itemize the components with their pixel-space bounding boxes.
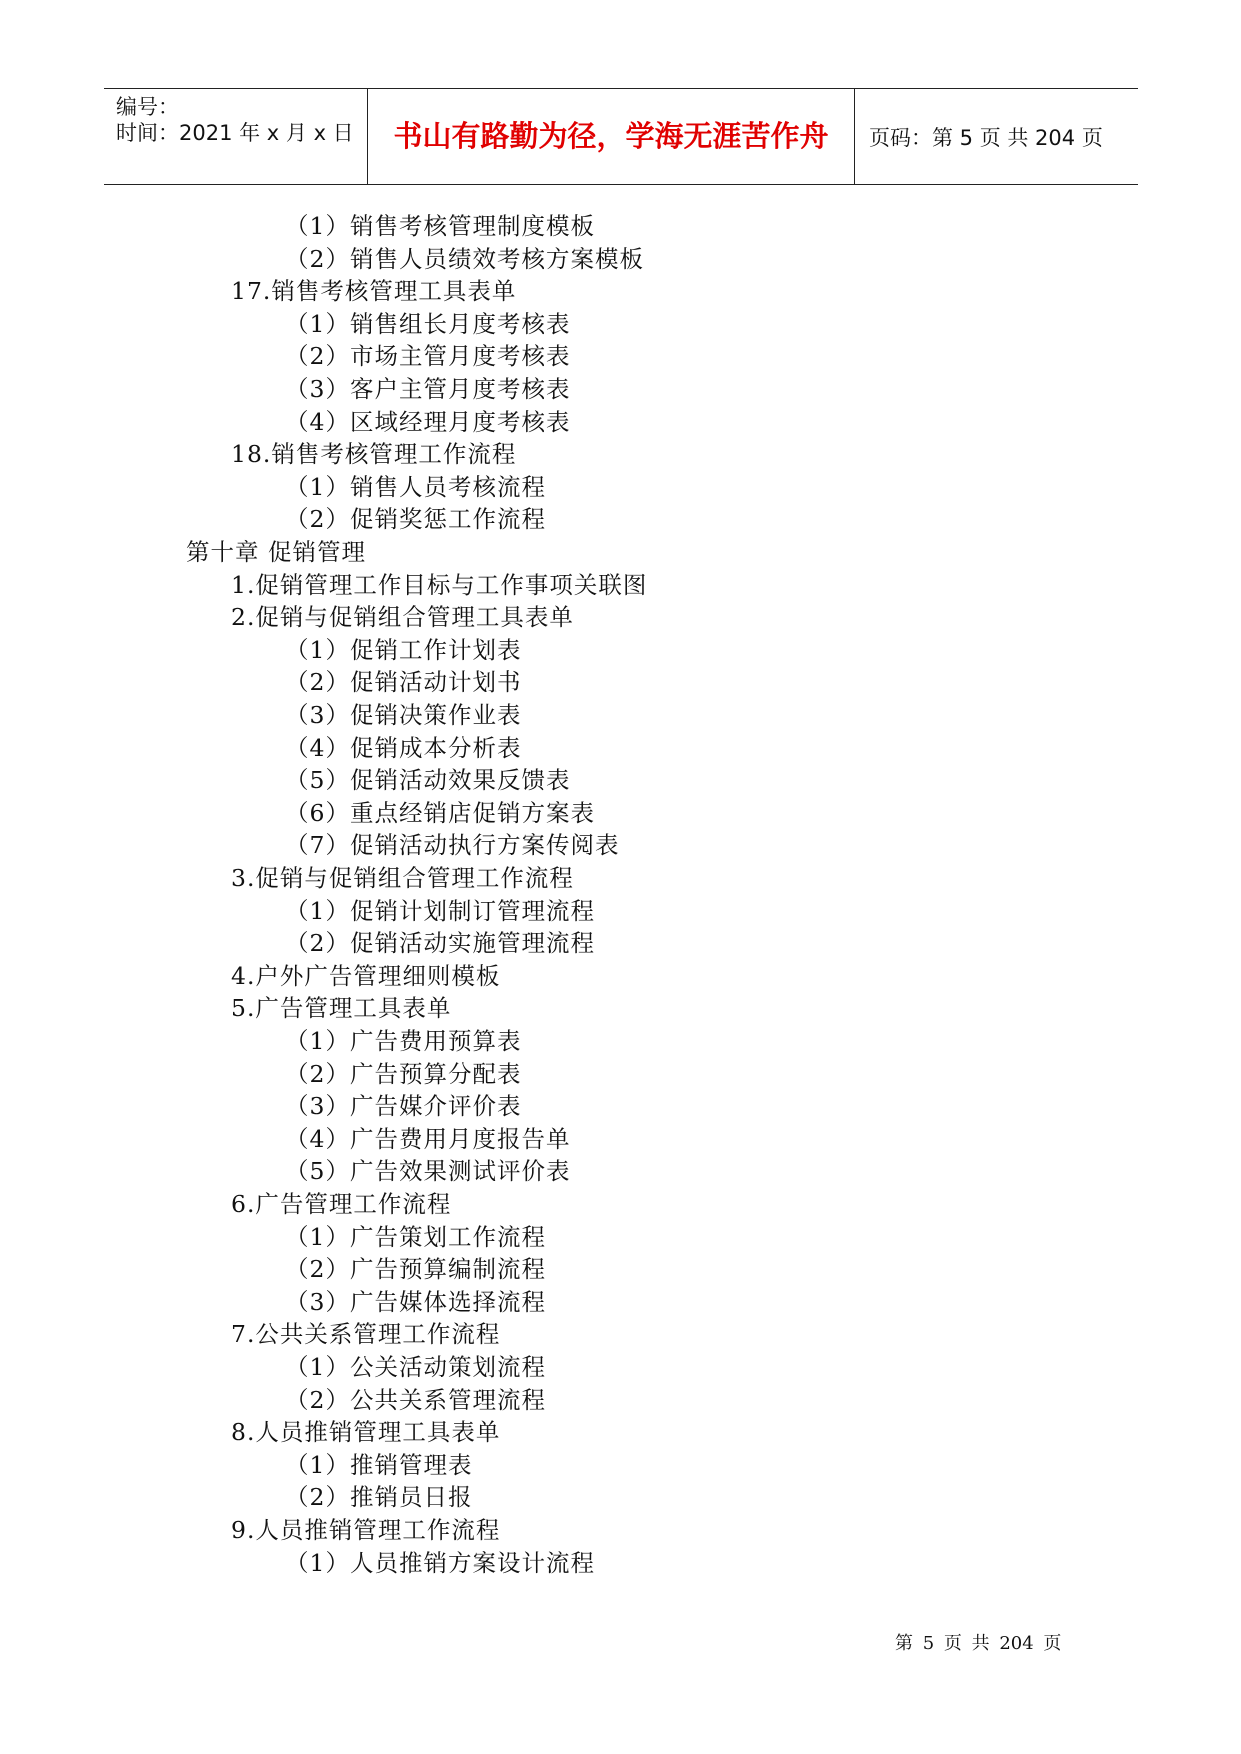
toc-section-item: 6.广告管理工作流程 bbox=[231, 1190, 452, 1218]
toc-subitem: （1）广告费用预算表 bbox=[285, 1027, 522, 1055]
toc-subitem: （2）广告预算分配表 bbox=[285, 1059, 522, 1088]
header-motto: 书山有路勤为径，学海无涯苦作舟 bbox=[393, 119, 829, 153]
document-number-label: 编号： bbox=[116, 95, 179, 119]
toc-subitem: （1）促销计划制订管理流程 bbox=[285, 896, 595, 925]
toc-section-item: 2.促销与促销组合管理工具表单 bbox=[231, 603, 574, 632]
toc-section-item: 9.人员推销管理工作流程 bbox=[231, 1516, 501, 1544]
header-page-number: 页码：第 5 页 共 204 页 bbox=[869, 126, 1103, 150]
toc-subitem: （4）广告费用月度报告单 bbox=[285, 1124, 571, 1153]
toc-subitem: （3）促销决策作业表 bbox=[285, 701, 522, 729]
header-motto-cell bbox=[368, 89, 855, 184]
toc-subitem: （1）销售考核管理制度模板 bbox=[285, 212, 595, 240]
toc-subitem: （2）促销活动实施管理流程 bbox=[285, 929, 595, 958]
toc-subitem: （1）推销管理表 bbox=[285, 1450, 473, 1479]
toc-subitem: （7）促销活动执行方案传阅表 bbox=[285, 831, 620, 860]
toc-subitem: （4）区域经理月度考核表 bbox=[285, 407, 571, 436]
toc-section-item: 7.公共关系管理工作流程 bbox=[231, 1320, 501, 1349]
toc-subitem: （6）重点经销店促销方案表 bbox=[285, 798, 595, 827]
toc-subitem: （5）广告效果测试评价表 bbox=[285, 1157, 571, 1186]
toc-subitem: （5）促销活动效果反馈表 bbox=[285, 766, 571, 795]
toc-subitem: （3）客户主管月度考核表 bbox=[285, 375, 571, 403]
toc-section-item: 17.销售考核管理工具表单 bbox=[231, 277, 517, 306]
document-time-label: 时间：2021 年 x 月 x 日 bbox=[116, 121, 354, 145]
toc-section-item: 8.人员推销管理工具表单 bbox=[231, 1418, 501, 1447]
toc-subitem: （2）促销活动计划书 bbox=[285, 668, 522, 697]
toc-subitem: （2）公共关系管理流程 bbox=[285, 1385, 546, 1414]
toc-subitem: （1）销售组长月度考核表 bbox=[285, 309, 571, 338]
toc-subitem: （2）市场主管月度考核表 bbox=[285, 342, 571, 371]
toc-section-item: 4.户外广告管理细则模板 bbox=[231, 961, 501, 990]
toc-section-item: 5.广告管理工具表单 bbox=[231, 994, 452, 1023]
toc-section-item: 18.销售考核管理工作流程 bbox=[231, 440, 517, 469]
toc-subitem: （1）人员推销方案设计流程 bbox=[285, 1548, 595, 1577]
page-header bbox=[104, 88, 1138, 185]
toc-subitem: （4）促销成本分析表 bbox=[285, 733, 522, 762]
toc-subitem: （3）广告媒介评价表 bbox=[285, 1092, 522, 1121]
header-info-cell bbox=[104, 89, 368, 184]
chapter-heading: 第十章 促销管理 bbox=[186, 538, 366, 566]
toc-subitem: （1）销售人员考核流程 bbox=[285, 472, 546, 501]
toc-subitem: （1）广告策划工作流程 bbox=[285, 1222, 546, 1251]
toc-subitem: （2）推销员日报 bbox=[285, 1483, 473, 1512]
toc-subitem: （2）促销奖惩工作流程 bbox=[285, 505, 546, 534]
toc-subitem: （3）广告媒体选择流程 bbox=[285, 1287, 546, 1316]
toc-subitem: （2）广告预算编制流程 bbox=[285, 1255, 546, 1284]
toc-section-item: 3.促销与促销组合管理工作流程 bbox=[231, 864, 574, 892]
toc-subitem: （2）销售人员绩效考核方案模板 bbox=[285, 244, 644, 273]
toc-subitem: （1）公关活动策划流程 bbox=[285, 1353, 546, 1381]
toc-subitem: （1）促销工作计划表 bbox=[285, 635, 522, 664]
page-footer: 第 5 页 共 204 页 bbox=[895, 1633, 1062, 1654]
toc-section-item: 1.促销管理工作目标与工作事项关联图 bbox=[231, 570, 648, 599]
header-page-cell bbox=[855, 89, 1138, 184]
